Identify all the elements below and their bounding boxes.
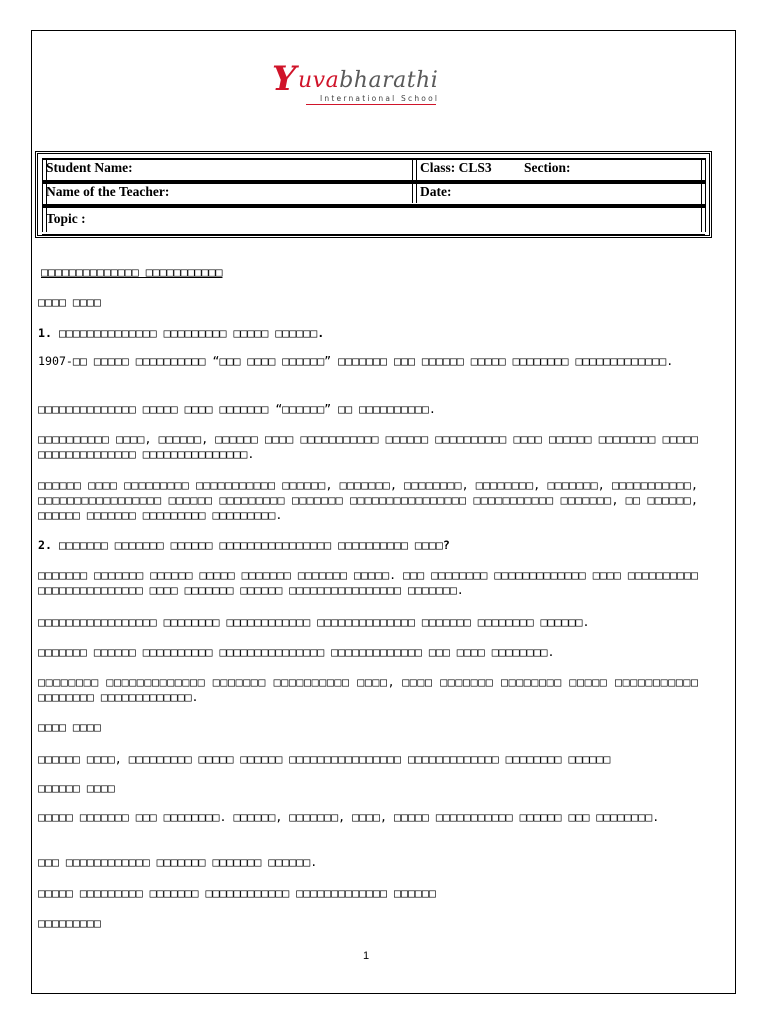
answer-paragraph-10: □□□ □□□□□□□□□□□□ □□□□□□□ □□□□□□□ □□□□□□. <box>38 855 318 869</box>
school-logo <box>272 59 462 112</box>
answer-paragraph-11: □□□□□ □□□□□□□□□ □□□□□□□ □□□□□□□□□□□□ □□□□□□□□□□□□□ □□□□□□ <box>38 886 436 900</box>
question-1: 1. □□□□□□□□□□□□□□ □□□□□□□□□ □□□□□ □□□□□□. <box>38 326 325 340</box>
section-heading-1: □□□□ □□□□ <box>38 295 101 309</box>
student-name-label: Student Name: <box>46 160 133 175</box>
answer-paragraph-2: □□□□□□□□□□□□□□ □□□□□ □□□□ □□□□□□□ “□□□□□□” □□ □□□□□□□□□□. <box>38 402 436 416</box>
logo-brand: uvabharathi <box>298 68 439 93</box>
section-heading-4: □□□□□□□□□ <box>38 916 101 930</box>
logo-underline <box>306 104 436 105</box>
section-heading-3: □□□□□□ □□□□ <box>38 781 115 795</box>
logo-subtitle: International School <box>320 94 440 103</box>
table-divider <box>412 158 417 203</box>
date-label: Date: <box>420 184 452 199</box>
answer-paragraph-1: 1907-□□ □□□□□ □□□□□□□□□□ “□□□ □□□□ □□□□□□” □□□□□□□ □□□ □□□□□□ □□□□□ □□□□□□□□ □□□□□□□□□□□□□. <box>38 354 674 368</box>
answer-paragraph-4: □□□□□□ □□□□ □□□□□□□□□ □□□□□□□□□□□ □□□□□□, □□□□□□□, □□□□□□□□, □□□□□□□□, □□□□□□□, □□□□□□□□□□□, □□□□□□□□□□□□□□□□□ □□□□□□ □□□□□□□□□ □□□□□□□ □□□□□□□□□□□□□□□□ □□□□□□□□□□□ □□□□□□□, □□ □□□□□□, □□□□□□ □□□□□□□ □□□□□□□□□ □□□□□□□□□. <box>38 478 698 522</box>
answer-paragraph-3: □□□□□□□□□□ □□□□, □□□□□□, □□□□□□ □□□□ □□□□□□□□□□□ □□□□□□ □□□□□□□□□□ □□□□ □□□□□□ □□□□□□□□ □□□□□ □□□□□□□□□□□□□□ □□□□□□□□□□□□□□□. <box>38 432 698 461</box>
question-2: 2. □□□□□□□ □□□□□□□ □□□□□□ □□□□□□□□□□□□□□□□ □□□□□□□□□□ □□□□? <box>38 538 450 552</box>
teacher-label: Name of the Teacher: <box>46 184 170 199</box>
answer-paragraph-8: □□□□□□□□ □□□□□□□□□□□□□ □□□□□□□ □□□□□□□□□□ □□□□, □□□□ □□□□□□□ □□□□□□□□ □□□□□ □□□□□□□□□□□ □□□□□□□□ □□□□□□□□□□□□□. <box>38 675 698 704</box>
section-heading-2: □□□□ □□□□ <box>38 720 101 734</box>
section-2-line: □□□□□□ □□□□, □□□□□□□□□ □□□□□ □□□□□□ □□□□□□□□□□□□□□□□ □□□□□□□□□□□□□ □□□□□□□□ □□□□□□ <box>38 752 611 766</box>
lesson-heading: □□□□□□□□□□□□□□ □□□□□□□□□□□ <box>41 265 223 279</box>
class-label: Class: CLS3 <box>420 160 492 175</box>
logo-initial: Y <box>272 59 297 99</box>
answer-paragraph-9: □□□□□ □□□□□□□ □□□ □□□□□□□□. □□□□□□, □□□□□□□, □□□□, □□□□□ □□□□□□□□□□□ □□□□□□ □□□ □□□□□□□□. <box>38 810 660 824</box>
answer-paragraph-6: □□□□□□□□□□□□□□□□□ □□□□□□□□ □□□□□□□□□□□□ □□□□□□□□□□□□□□ □□□□□□□ □□□□□□□□ □□□□□□. <box>38 615 590 629</box>
section-label: Section: <box>524 160 571 175</box>
answer-paragraph-7: □□□□□□□ □□□□□□ □□□□□□□□□□ □□□□□□□□□□□□□□□ □□□□□□□□□□□□□ □□□ □□□□ □□□□□□□□. <box>38 645 555 659</box>
student-info-table <box>35 151 712 238</box>
table-right-border <box>701 158 706 232</box>
answer-paragraph-5: □□□□□□□ □□□□□□□ □□□□□□ □□□□□ □□□□□□□ □□□□□□□ □□□□□. □□□ □□□□□□□□ □□□□□□□□□□□□□ □□□□ □□□□□□□□□□ □□□□□□□□□□□□□□□ □□□□ □□□□□□□ □□□□□□ □□□□□□□□□□□□□□□□ □□□□□□□. <box>38 568 698 597</box>
info-row-3 <box>42 206 705 236</box>
topic-label: Topic : <box>46 211 86 226</box>
page-number: 1 <box>363 950 370 962</box>
info-row-1 <box>42 158 705 182</box>
